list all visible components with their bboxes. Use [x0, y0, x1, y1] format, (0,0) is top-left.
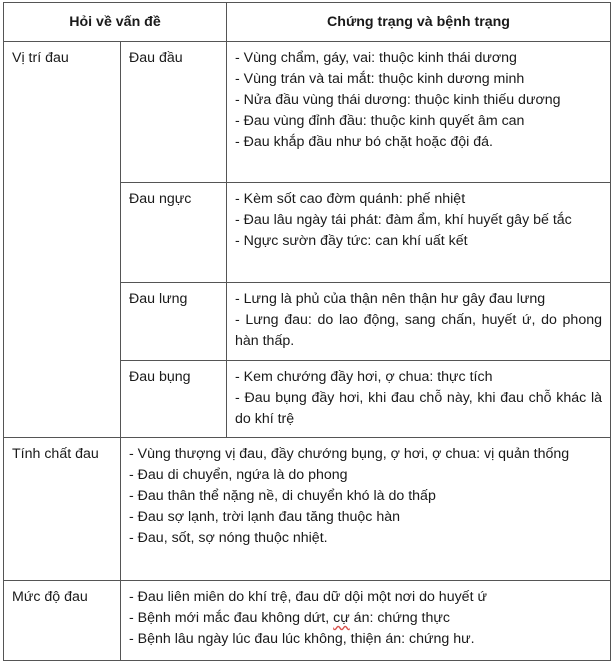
list-item: - Đau bụng đầy hơi, khi đau chỗ này, khi đau chỗ khác là do khí trệ: [235, 390, 602, 427]
list-item: - Đau thân thể nặng nề, di chuyển khó là do thấp: [129, 488, 436, 504]
list-item: - Vùng trán và tai mắt: thuộc kinh dương minh: [235, 71, 525, 87]
sub-label-headache: Đau đầu: [121, 42, 227, 183]
sub-label-back-pain: Đau lưng: [121, 283, 227, 361]
section-label-pain-character: Tính chất đau: [4, 438, 121, 581]
list-item: - Bệnh lâu ngày lúc đau lúc không, thiện án: chứng hư.: [129, 631, 475, 647]
cell-pain-character: [121, 438, 611, 581]
section-label-location: Vị trí đau: [4, 42, 121, 438]
list-item: - Đau sợ lạnh, trời lạnh đau tăng thuộc hàn: [129, 509, 400, 525]
cell-pain-severity: [121, 581, 611, 661]
sub-label-abdominal-pain: Đau bụng: [121, 361, 227, 438]
list-item: - Đau lâu ngày tái phát: đàm ẩm, khí huyết gây bế tắc: [235, 212, 572, 228]
list-item: - Kem chướng đầy hơi, ợ chua: thực tích: [235, 369, 493, 385]
table-row: [4, 438, 611, 581]
symptom-table: [3, 2, 611, 661]
spellcheck-word: cự: [333, 610, 350, 626]
table-row: [4, 42, 611, 183]
list-item: [129, 608, 602, 629]
cell-abdominal-pain: [227, 361, 611, 438]
list-item-text: - Bệnh mới mắc đau không dứt,: [129, 610, 334, 626]
list-item: - Đau liên miên do khí trệ, đau dữ dội một nơi do huyết ứ: [129, 589, 487, 605]
header-symptoms: Chứng trạng và bệnh trạng: [227, 3, 611, 42]
header-topic: Hỏi về vấn đề: [4, 3, 227, 42]
cell-back-pain: [227, 283, 611, 361]
list-item: - Nửa đầu vùng thái dương: thuộc kinh thiếu dương: [235, 92, 561, 108]
header-row: [4, 3, 611, 42]
list-item: - Lưng đau: do lao động, sang chấn, huyết ứ, do phong hàn thấp.: [235, 312, 602, 349]
list-item: - Kèm sốt cao đờm quánh: phế nhiệt: [235, 191, 466, 207]
cell-chest-pain: [227, 183, 611, 283]
sub-label-chest-pain: Đau ngực: [121, 183, 227, 283]
list-item: - Đau khắp đầu như bó chặt hoặc đội đá.: [235, 134, 493, 150]
table-row: [4, 581, 611, 661]
list-item: - Đau di chuyển, ngứa là do phong: [129, 467, 348, 483]
list-item: - Vùng thượng vị đau, đầy chướng bụng, ợ hơi, ợ chua: vị quản thống: [129, 446, 570, 462]
list-item: - Đau, sốt, sợ nóng thuộc nhiệt.: [129, 530, 328, 546]
list-item-text: án: chứng thực: [349, 610, 450, 626]
list-item: - Lưng là phủ của thận nên thận hư gây đau lưng: [235, 291, 546, 307]
list-item: - Vùng chẩm, gáy, vai: thuộc kinh thái dương: [235, 50, 517, 66]
list-item: - Ngực sườn đầy tức: can khí uất kết: [235, 233, 468, 249]
cell-headache: [227, 42, 611, 183]
section-label-pain-severity: Mức độ đau: [4, 581, 121, 661]
list-item: - Đau vùng đỉnh đầu: thuộc kinh quyết âm can: [235, 113, 525, 129]
